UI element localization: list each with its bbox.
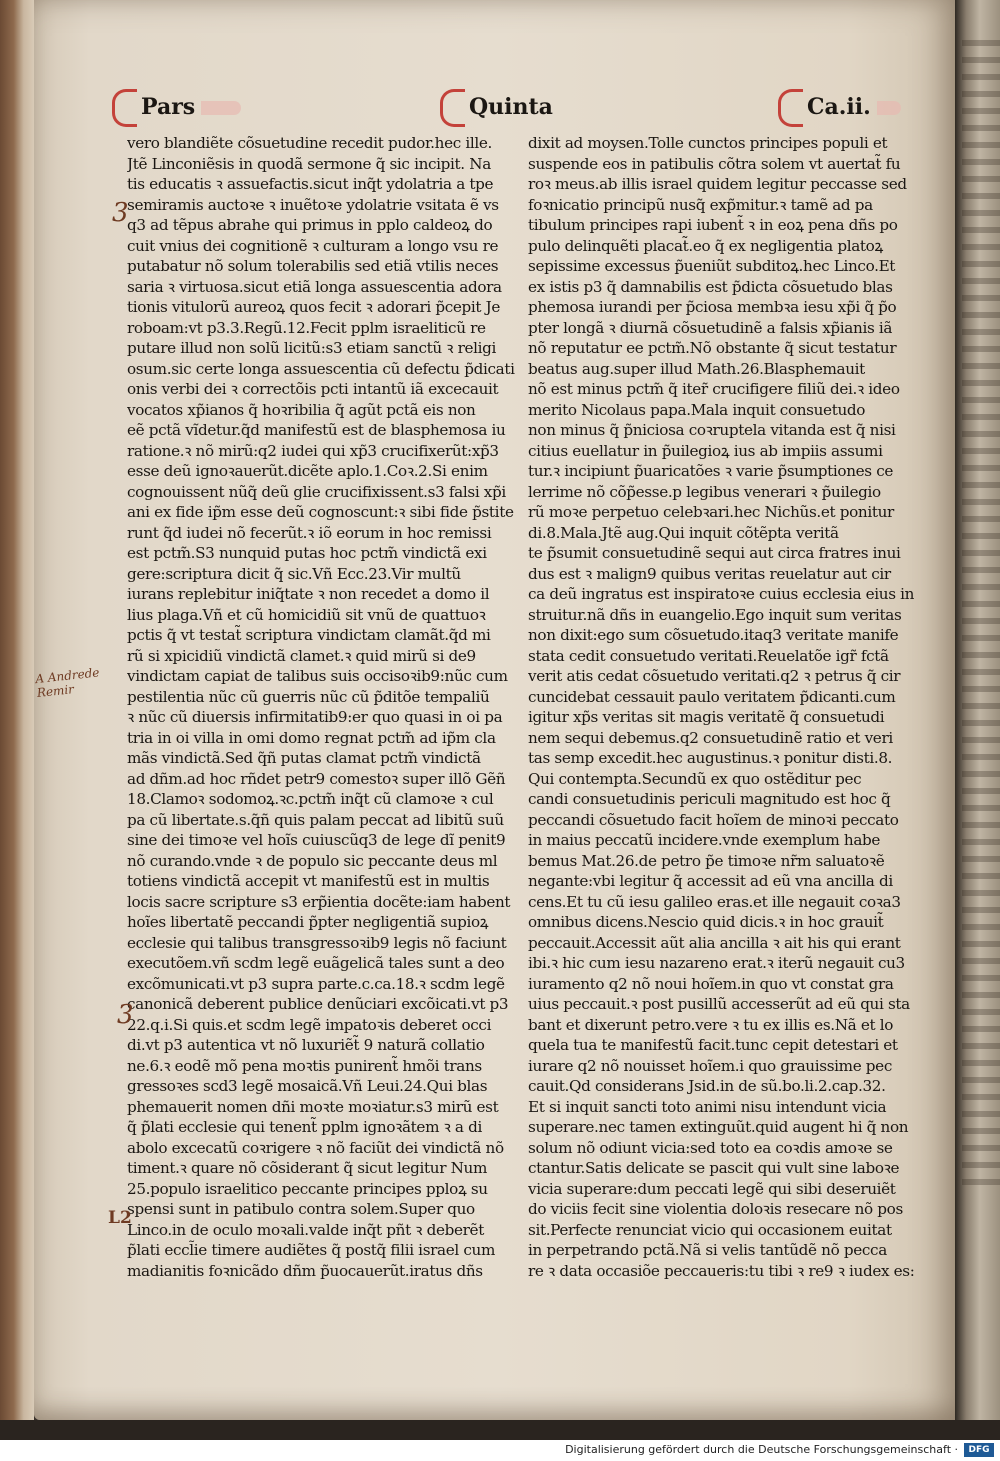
text-line: rũ moꝛe perpetuo celebꝛari.hec Nichũs.et ponitur bbox=[528, 503, 894, 521]
text-line: te p̃sumit consuetudinẽ sequi aut circa fratres inui bbox=[528, 544, 901, 562]
text-line: ani ex fide ip̃m esse deũ cognoscunt:ꝛ sibi fide p̃stite bbox=[127, 503, 514, 521]
scan-bottom-margin bbox=[0, 1420, 1000, 1440]
facing-page-text-lines bbox=[962, 40, 1000, 1190]
text-line: peccandi cõsuetudo facit hoĩem de minoꝛi peccato bbox=[528, 810, 899, 829]
text-line: dixit ad moysen.Tolle cunctos principes populi et bbox=[528, 134, 888, 152]
text-line: candi consuetudinis periculi magnitudo est hoc q̃ bbox=[528, 790, 891, 808]
text-line: merito Nicolaus papa.Mala inquit consuetudo bbox=[528, 400, 866, 419]
text-line: executõem.vñ scdm legẽ euãgelicã tales sunt a deo bbox=[127, 954, 505, 972]
text-line: iurare q2 nõ nouisset hoĩem.i quo grauissime pec bbox=[528, 1056, 892, 1075]
text-line: ibi.ꝛ hic cum iesu nazareno erat.ꝛ iterũ negauit cu3 bbox=[528, 954, 905, 972]
text-line: pter longã ꝛ diurnã cõsuetudinẽ a falsis xp̃ianis iã bbox=[528, 318, 893, 337]
text-line: runt q̃d iudei nõ fecerũt.ꝛ iõ eorum in hoc remissi bbox=[127, 523, 492, 542]
text-line: lius plaga.Vñ et cũ homicidiũ sit vnũ de quattuoꝛ bbox=[127, 605, 486, 624]
text-line: lerrime nõ cõp̃esse.p legibus venerari ꝛ p̃uilegio bbox=[528, 482, 881, 501]
text-line: tionis vitulorũ aureoꝝ quos fecit ꝛ adorari p̃cepit Je bbox=[127, 298, 501, 316]
text-line: canonicã deberent publice denũciari excõicati.vt p3 bbox=[127, 995, 509, 1013]
footer-bar bbox=[0, 1440, 1000, 1461]
text-line: Qui contempta.Secundũ ex quo ostẽditur pec bbox=[528, 769, 862, 788]
dfg-logo: DFG bbox=[964, 1443, 994, 1457]
text-line: nem sequi debemus.q2 consuetudinẽ ratio et veri bbox=[528, 728, 893, 747]
text-line: semiramis auctoꝛe ꝛ inuẽtoꝛe ydolatrie vsitata ẽ vs bbox=[127, 195, 499, 214]
text-line: putare illud non solũ licitũ:s3 etiam sanctũ ꝛ religi bbox=[127, 339, 497, 357]
text-line: tibulum principes rapi iubent̃ ꝛ in eoꝝ pena dñs po bbox=[528, 216, 898, 234]
book-fore-edge bbox=[0, 0, 34, 1440]
text-line: ca deũ ingratus est inspiratoꝛe cuius ecclesia eius in bbox=[528, 585, 915, 603]
header-center-text: Quinta bbox=[469, 94, 553, 120]
text-line: sepissime excessus p̃ueniũt subditoꝝ.hec Linco.Et bbox=[528, 257, 896, 275]
text-line: 22.q.i.Si quis.et scdm legẽ impatoꝛis deberet occi bbox=[127, 1015, 492, 1034]
text-line: suspende eos in patibulis cõtra solem vt auertat̃ fu bbox=[528, 154, 901, 173]
text-line: 18.Clamoꝛ sodomoꝝ.ꝛc.pctm̃ inq̃t cũ clamoꝛe ꝛ cul bbox=[127, 790, 494, 808]
text-line: saria ꝛ virtuosa.sicut etiã longa assuescentia adora bbox=[127, 277, 502, 296]
text-line: cens.Et tu cũ iesu galileo eras.et ille negauit coꝛa3 bbox=[528, 892, 901, 911]
rubric-flourish-icon bbox=[201, 101, 241, 115]
text-line: abolo excecatũ coꝛrigere ꝛ nõ faciũt dei vindictã nõ bbox=[127, 1138, 504, 1157]
text-line: madianitis foꝛnicãdo dñm p̃uocauerũt.iratus dñs bbox=[127, 1261, 483, 1280]
text-line: 25.populo israelitico peccante principes pploꝝ su bbox=[127, 1179, 488, 1198]
text-line: est pctm̃.S3 nunquid putas hoc pctm̃ vindictã exi bbox=[127, 544, 487, 562]
text-line: rũ si xpicidiũ vindictã clamet.ꝛ quid mirũ si de9 bbox=[127, 646, 476, 665]
text-line: ratione.ꝛ nõ mirũ:q2 iudei qui xp̃3 crucifixerũt:xp̃3 bbox=[127, 441, 499, 460]
text-line: stata cedit consuetudo veritati.Reuelatõe igr̃ fctã bbox=[528, 646, 889, 665]
text-line: Linco.in de oculo moꝛali.valde inq̃t pñt ꝛ deberẽt bbox=[127, 1220, 484, 1239]
text-line: superare.nec tamen extinguũt.quid augent hi q̃ non bbox=[528, 1118, 909, 1136]
text-column-right bbox=[528, 133, 916, 1281]
text-line: locis sacre scripture s3 erp̃ientia docẽte:iam habent bbox=[127, 892, 511, 911]
text-line: dus est ꝛ malign9 quibus veritas reuelatur aut cir bbox=[528, 564, 891, 583]
header-left-text: Pars bbox=[141, 94, 196, 120]
text-line: tis educatis ꝛ assuefactis.sicut inq̃t ydolatria a tpe bbox=[127, 175, 494, 193]
text-line: Et si inquit sancti toto animi nisu intendunt vicia bbox=[528, 1097, 887, 1116]
margin-mark: 3 bbox=[117, 1000, 134, 1030]
text-line: roboam:vt p3.3.Regũ.12.Fecit pplm israeliticũ re bbox=[127, 318, 486, 337]
text-line: ex istis p3 q̃ damnabilis est p̃dicta cõsuetudo blas bbox=[528, 277, 893, 296]
text-line: ꝛ nũc cũ diuersis infirmitatib9:er quo quasi in oi pa bbox=[127, 708, 503, 726]
text-line: ne.6.ꝛ eodẽ mõ pena moꝛtis punirent̃ hmõi trans bbox=[127, 1056, 482, 1075]
rubric-bracket-icon bbox=[440, 89, 465, 127]
margin-mark: 3 bbox=[112, 198, 129, 228]
text-line: foꝛnicatio principũ nusq̃ exp̃mitur.ꝛ tamẽ ad pa bbox=[528, 195, 873, 214]
text-line: bemus Mat.26.de petro p̃e timoꝛe nr̃m saluatoꝛẽ bbox=[528, 851, 885, 870]
text-line: cognouissent nũq̃ deũ glie crucifixissent.s3 falsi xp̃i bbox=[127, 482, 506, 501]
text-line: ad dñm.ad hoc rñdet petr9 comestoꝛ super illõ Gẽñ bbox=[127, 769, 506, 788]
rubric-bracket-icon bbox=[778, 89, 803, 127]
rubric-bracket-icon bbox=[112, 89, 137, 127]
text-line: tur.ꝛ incipiunt p̃uaricatões ꝛ varie p̃sumptiones ce bbox=[528, 462, 894, 480]
text-line: bant et dixerunt petro.vere ꝛ tu ex illis es.Nã et lo bbox=[528, 1015, 894, 1034]
text-line: excõmunicati.vt p3 supra parte.c.ca.18.ꝛ scdm legẽ bbox=[127, 974, 505, 993]
text-line: ecclesie qui talibus transgressoꝛib9 legis nõ faciunt bbox=[127, 933, 507, 952]
handwritten-margin-note: A Andrede Remir bbox=[34, 665, 101, 700]
text-line: igitur xp̃s veritas sit magis veritatẽ q̃ consuetudi bbox=[528, 708, 885, 726]
text-line: in perpetrando pctã.Nã si velis tantũdẽ nõ pecca bbox=[528, 1241, 887, 1259]
text-line: vero blandiẽte cõsuetudine recedit pudor.hec ille. bbox=[127, 134, 493, 152]
text-line: iurans replebitur iniq̃tate ꝛ non recedet a domo il bbox=[127, 585, 490, 603]
text-line: cuit vnius dei cognitionẽ ꝛ culturam a longo vsu re bbox=[127, 236, 499, 255]
margin-mark: L2 bbox=[108, 1208, 132, 1228]
text-line: vindictam capiat de talibus suis occisoꝛib9:nũc cum bbox=[127, 667, 508, 685]
running-header-left bbox=[112, 88, 241, 126]
text-line: citius euellatur in p̃uilegioꝝ ius ab impiis assumi bbox=[528, 441, 883, 460]
text-line: nõ curando.vnde ꝛ de populo sic peccante deus ml bbox=[127, 851, 498, 870]
text-line: onis verbi dei ꝛ correctõis pcti intantũ iã excecauit bbox=[127, 380, 499, 398]
text-line: gressoꝛes scd3 legẽ mosaicã.Vñ Leui.24.Qui blas bbox=[127, 1077, 488, 1095]
text-line: pctis q̃ vt testat̃ scriptura vindictam clamãt.q̃d mi bbox=[127, 626, 491, 644]
text-line: timent.ꝛ quare nõ cõsiderant q̃ sicut legitur Num bbox=[127, 1159, 488, 1177]
text-line: pestilentia nũc cũ guerris nũc cũ p̃ditõe tempaliũ bbox=[127, 687, 490, 706]
text-line: non dixit:ego sum cõsuetudo.itaq3 veritate manife bbox=[528, 626, 899, 644]
text-line: phemauerit nomen dñi moꝛte moꝛiatur.s3 mirũ est bbox=[127, 1097, 499, 1116]
text-line: omnibus dicens.Nescio quid dicis.ꝛ in hoc grauit̃ bbox=[528, 913, 884, 931]
text-line: tria in oi villa in omi domo regnat pctm̃ ad ip̃m cla bbox=[127, 728, 496, 747]
text-line: uius peccauit.ꝛ post pusillũ accesserũt ad eũ qui sta bbox=[528, 995, 910, 1013]
text-line: ctantur.Satis delicate se pascit qui vult sine laboꝛe bbox=[528, 1159, 900, 1177]
text-line: osum.sic certe longa assuescentia cũ defectu p̃dicati bbox=[127, 359, 515, 378]
text-line: mãs vindictã.Sed q̃ñ putas clamat pctm̃ vindictã bbox=[127, 749, 481, 767]
text-line: quela tua te manifestũ facit.tunc cepit detestari et bbox=[528, 1036, 898, 1054]
running-header-right bbox=[778, 88, 901, 126]
text-line: spensi sunt in patibulo contra solem.Super quo bbox=[127, 1200, 475, 1218]
text-line: sit.Perfecte renunciat vicio qui occasionem euitat bbox=[528, 1220, 892, 1239]
header-right-text: Ca.ii. bbox=[807, 94, 871, 120]
text-line: cuncidebat cessauit paulo veritatem p̃dicanti.cum bbox=[528, 687, 896, 706]
text-line: vicia superare:dum peccati legẽ qui sibi deseruiẽt bbox=[528, 1179, 896, 1198]
running-header-center bbox=[440, 88, 553, 126]
text-line: iuramento q2 nõ noui hoĩem.in quo vt constat gra bbox=[528, 974, 894, 993]
text-line: eẽ pctã vĩdetur.q̃d manifestũ est de blasphemosa iu bbox=[127, 421, 506, 439]
rubric-flourish-icon bbox=[877, 101, 901, 115]
text-line: totiens vindictã accepit vt manifestũ est in multis bbox=[127, 872, 490, 890]
text-line: verit atis cedat cõsuetudo veritati.q2 ꝛ petrus q̃ cir bbox=[528, 667, 901, 685]
text-line: di.vt p3 autentica vt nõ luxuriẽt̃ 9 naturã collatio bbox=[127, 1036, 485, 1054]
text-line: q̃ p̃lati ecclesie qui tenent̃ pplm ignoꝛãtem ꝛ a di bbox=[127, 1118, 482, 1136]
text-line: vocatos xp̃ianos q̃ hoꝛribilia q̃ agũt pctã eis non bbox=[127, 400, 476, 419]
text-line: putabatur nõ solum tolerabilis sed etiã vtilis neces bbox=[127, 257, 499, 275]
text-line: roꝛ meus.ab illis israel quidem legitur peccasse sed bbox=[528, 175, 907, 193]
text-line: gere:scriptura dicit q̃ sic.Vñ Ecc.23.Vir multũ bbox=[127, 564, 461, 583]
text-line: struitur.nã dñs in euangelio.Ego inquit sum veritas bbox=[528, 605, 902, 624]
text-line: nõ est minus pctm̃ q̃ iter̃ crucifigere filiũ dei.ꝛ ideo bbox=[528, 380, 900, 398]
text-line: cauit.Qd considerans Jsid.in de sũ.bo.li.2.cap.32. bbox=[528, 1077, 886, 1095]
text-line: pa cũ libertate.s.q̃ñ quis palam peccat ad libitũ suũ bbox=[127, 810, 504, 829]
text-line: esse deũ ignoꝛauerũt.dicẽte aplo.1.Coꝛ.2.Si enim bbox=[127, 462, 488, 480]
text-line: beatus aug.super illud Math.26.Blasphemauit bbox=[528, 359, 865, 378]
text-line: peccauit.Accessit aũt alia ancilla ꝛ ait his qui erant bbox=[528, 933, 901, 952]
text-line: tas semp excedit.hec augustinus.ꝛ ponitur disti.8. bbox=[528, 749, 893, 767]
text-line: q3 ad tẽpus abrahe qui primus in pplo caldeoꝝ do bbox=[127, 216, 493, 234]
funding-credit: Digitalisierung gefördert durch die Deutsche Forschungsgemeinschaft · bbox=[565, 1443, 958, 1456]
text-line: phemosa iurandi per p̃ciosa membꝛa iesu xp̃i q̃ p̃o bbox=[528, 298, 897, 316]
text-line: hoĩes libertatẽ peccandi p̃pter negligentiã supioꝝ bbox=[127, 913, 489, 931]
text-line: re ꝛ data occasiõe peccaueris:tu tibi ꝛ re9 ꝛ iudex es: bbox=[528, 1261, 915, 1280]
text-line: solum nõ odiunt vicia:sed toto ea coꝛdis amoꝛe se bbox=[528, 1138, 893, 1157]
text-line: non minus q̃ p̃niciosa coꝛruptela vitanda est q̃ nisi bbox=[528, 421, 896, 439]
text-line: sine dei timoꝛe vel hoĩs cuiuscũq3 de lege dĩ penit9 bbox=[127, 831, 506, 849]
text-line: di.8.Mala.Jtẽ aug.Qui inquit cõtẽpta veritã bbox=[528, 523, 839, 542]
text-line: nõ reputatur ee pctm̃.Nõ obstante q̃ sicut testatur bbox=[528, 339, 897, 357]
text-line: do viciis fecit sine violentia doloꝛis resecare nõ pos bbox=[528, 1200, 903, 1218]
text-line: in maius peccatũ incidere.vnde exemplum habe bbox=[528, 831, 881, 849]
text-column-left bbox=[127, 133, 515, 1281]
text-line: p̃lati eccl̃ie timere audiẽtes q̃ postq̃ filii israel cum bbox=[127, 1241, 496, 1259]
text-line: Jtẽ Linconiẽsis in quodã sermone q̃ sic incipit. Na bbox=[127, 154, 491, 173]
text-line: negante:vbi legitur q̃ accessit ad eũ vna ancilla di bbox=[528, 872, 893, 890]
text-line: pulo delinquẽti placat̃.eo q̃ ex negligentia platoꝝ bbox=[528, 236, 883, 255]
